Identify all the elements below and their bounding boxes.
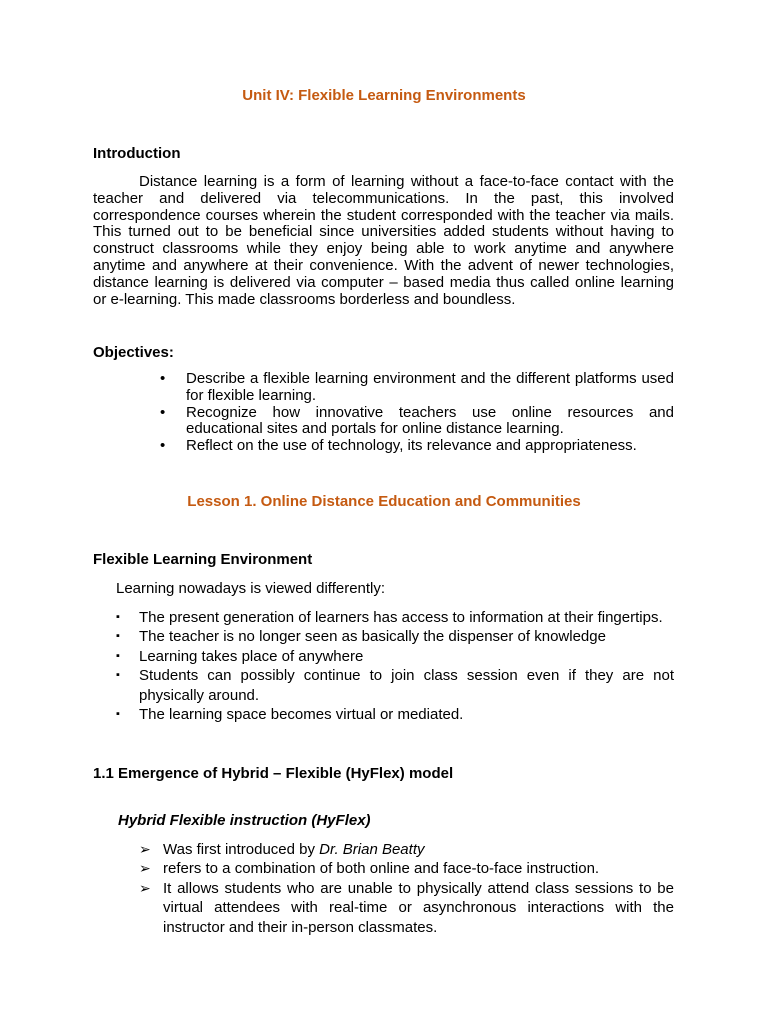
list-item: ▪ The learning space becomes virtual or mediated.: [116, 706, 464, 724]
square-bullet-icon: ▪: [116, 649, 120, 662]
list-item: ➢ It allows students who are unable to physically attend class sessions to be virtual attendees with real-time or asynchronous interactions with the instructor and their in-person classmates.: [139, 879, 674, 936]
objectives-list: [160, 371, 674, 455]
introduction-heading: Introduction: [93, 145, 181, 162]
objectives-heading: Objectives:: [93, 344, 174, 361]
list-item: • Recognize how innovative teachers use online resources and educational sites and portals for online distance learning.: [160, 403, 674, 438]
square-bullet-icon: ▪: [116, 708, 120, 721]
square-bullet-icon: ▪: [116, 630, 120, 643]
list-item: • Reflect on the use of technology, its relevance and appropriateness.: [160, 437, 637, 455]
list-item: ▪ The teacher is no longer seen as basically the dispenser of knowledge: [116, 628, 606, 646]
hyflex-list: [139, 840, 674, 937]
list-item: ➢ Was first introduced by Dr. Brian Beatty: [139, 841, 425, 858]
hyflex-section-heading: 1.1 Emergence of Hybrid – Flexible (HyFlex) model: [93, 765, 454, 782]
square-bullet-icon: ▪: [116, 669, 120, 682]
hyflex-subheading: Hybrid Flexible instruction (HyFlex): [118, 812, 371, 829]
introduction-paragraph: Distance learning is a form of learning without a face-to-face contact with the teacher and delivered via telecommunications. In the past, this involved correspondence courses wherein the student corresponded with the teacher via mails. This turned out to be beneficial since universities added students without having to construct classrooms while they enjoy being able to work anytime and anywhere anytime and anywhere at their convenience. With the advent of newer technologies, distance learning is delivered via computer – based media thus called online learning or e-learning. This made classrooms borderless and boundless.: [93, 173, 674, 308]
bullet-icon: •: [160, 437, 166, 455]
author-name: Dr. Brian Beatty: [319, 841, 425, 858]
lesson-title: Lesson 1. Online Distance Education and Communities: [187, 493, 581, 510]
flexible-env-heading: Flexible Learning Environment: [93, 551, 313, 568]
list-item: ▪ The present generation of learners has access to information at their fingertips.: [116, 609, 663, 626]
square-bullet-icon: ▪: [116, 611, 120, 623]
unit-title: Unit IV: Flexible Learning Environments: [242, 87, 526, 104]
list-item: ▪ Learning takes place of anywhere: [116, 647, 364, 665]
flexible-env-intro: Learning nowadays is viewed differently:: [116, 580, 386, 597]
arrow-bullet-icon: ➢: [139, 841, 151, 857]
list-item: ▪ Students can possibly continue to join class session even if they are not physically around.: [116, 667, 674, 704]
list-item: • Describe a flexible learning environment and the different platforms used for flexible learning.: [160, 370, 674, 404]
bullet-icon: •: [160, 403, 166, 421]
arrow-bullet-icon: ➢: [139, 879, 151, 896]
list-item: ➢ refers to a combination of both online and face-to-face instruction.: [139, 860, 600, 878]
arrow-bullet-icon: ➢: [139, 860, 151, 877]
bullet-icon: •: [160, 370, 166, 387]
flexible-env-list: [116, 608, 674, 724]
